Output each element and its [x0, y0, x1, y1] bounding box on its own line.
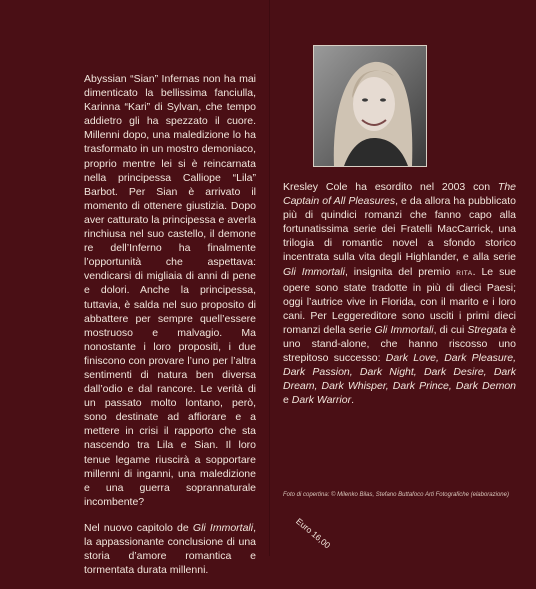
- price-label: Euro 16,00: [294, 515, 333, 551]
- author-portrait-image: [314, 46, 426, 166]
- author-photo: [313, 45, 427, 167]
- synopsis-column: [84, 72, 256, 589]
- series-title: Gli Immortali: [192, 521, 254, 534]
- synopsis-paragraph: Abyssian “Sian” Infernas non ha mai dimenticato la bellissima fanciulla, Karinna “Kari” di Sylvan, che tempo addietro gli ha spezzato il cuore. Millenni dopo, una maledizione lo ha trasformato in un mostro demoniaco, proprio mentre lei si è reincarnata nella principessa Calliope “Lila” Barbot. Per Sian è arrivato il momento di ottenere giustizia. Dopo aver catturato la principessa e averla rinchiusa nel suo castello, il demone re dell’Inferno ha finalmente l’opportunità che aspettava: vendicarsi di migliaia di anni di pene e dolori. Anche la principessa, tuttavia, è salda nel suo proposito di abbattere per sempre quell’essere mostruoso e malvagio. Ma nonostante i loro propositi, i due finiscono con provare l’uno per l’altra sentimenti di natura ben diversa dall’odio e dal rancore. Le verità di un passato molto lontano, però, sono destinate ad affiorare e a mettere in crisi il rapporto che sta nascendo tra Lila e Sian. Il loro tenue legame riuscirà a sopportare millenni di inganni, una maledizione e una guerra soprannaturale incombente?: [84, 73, 256, 508]
- spine-fold: [269, 0, 270, 556]
- author-bio: Kresley Cole ha esordito nel 2003 con The Captain of All Pleasures, e da allora ha pubblicato più di quindici romanzi che fanno capo alla fortunatissima serie dei Fratelli MacCarrick, una trilogia di romantic novel a sfondo storico incentrata sulla vita degli Highlander, e alla serie Gli Immortali, insignita del premio RITA. Le sue opere sono state tradotte in più di dieci Paesi; oggi l’autrice vive in Florida, con il marito e i loro cani. Per Leggereditore sono usciti i primi dieci romanzi della serie Gli Immortali, di cui Stregata è uno stand-alone, che hanno riscosso uno strepitoso successo: Dark Love, Dark Pleasure, Dark Passion, Dark Night, Dark Desire, Dark Dream, Dark Whisper, Dark Prince, Dark Demon e Dark Warrior.: [283, 181, 517, 407]
- photo-credits: Foto di copertina: © Milenko Bilas, Stefano Buttafoco Arti Fotografiche (elaborazione): [283, 492, 509, 498]
- author-bio-column: [283, 180, 516, 408]
- series-paragraph: Nel nuovo capitolo de Gli Immortali, la appassionante conclusione di una storia d’amore romantica e tormentata durata millenni.: [84, 521, 256, 577]
